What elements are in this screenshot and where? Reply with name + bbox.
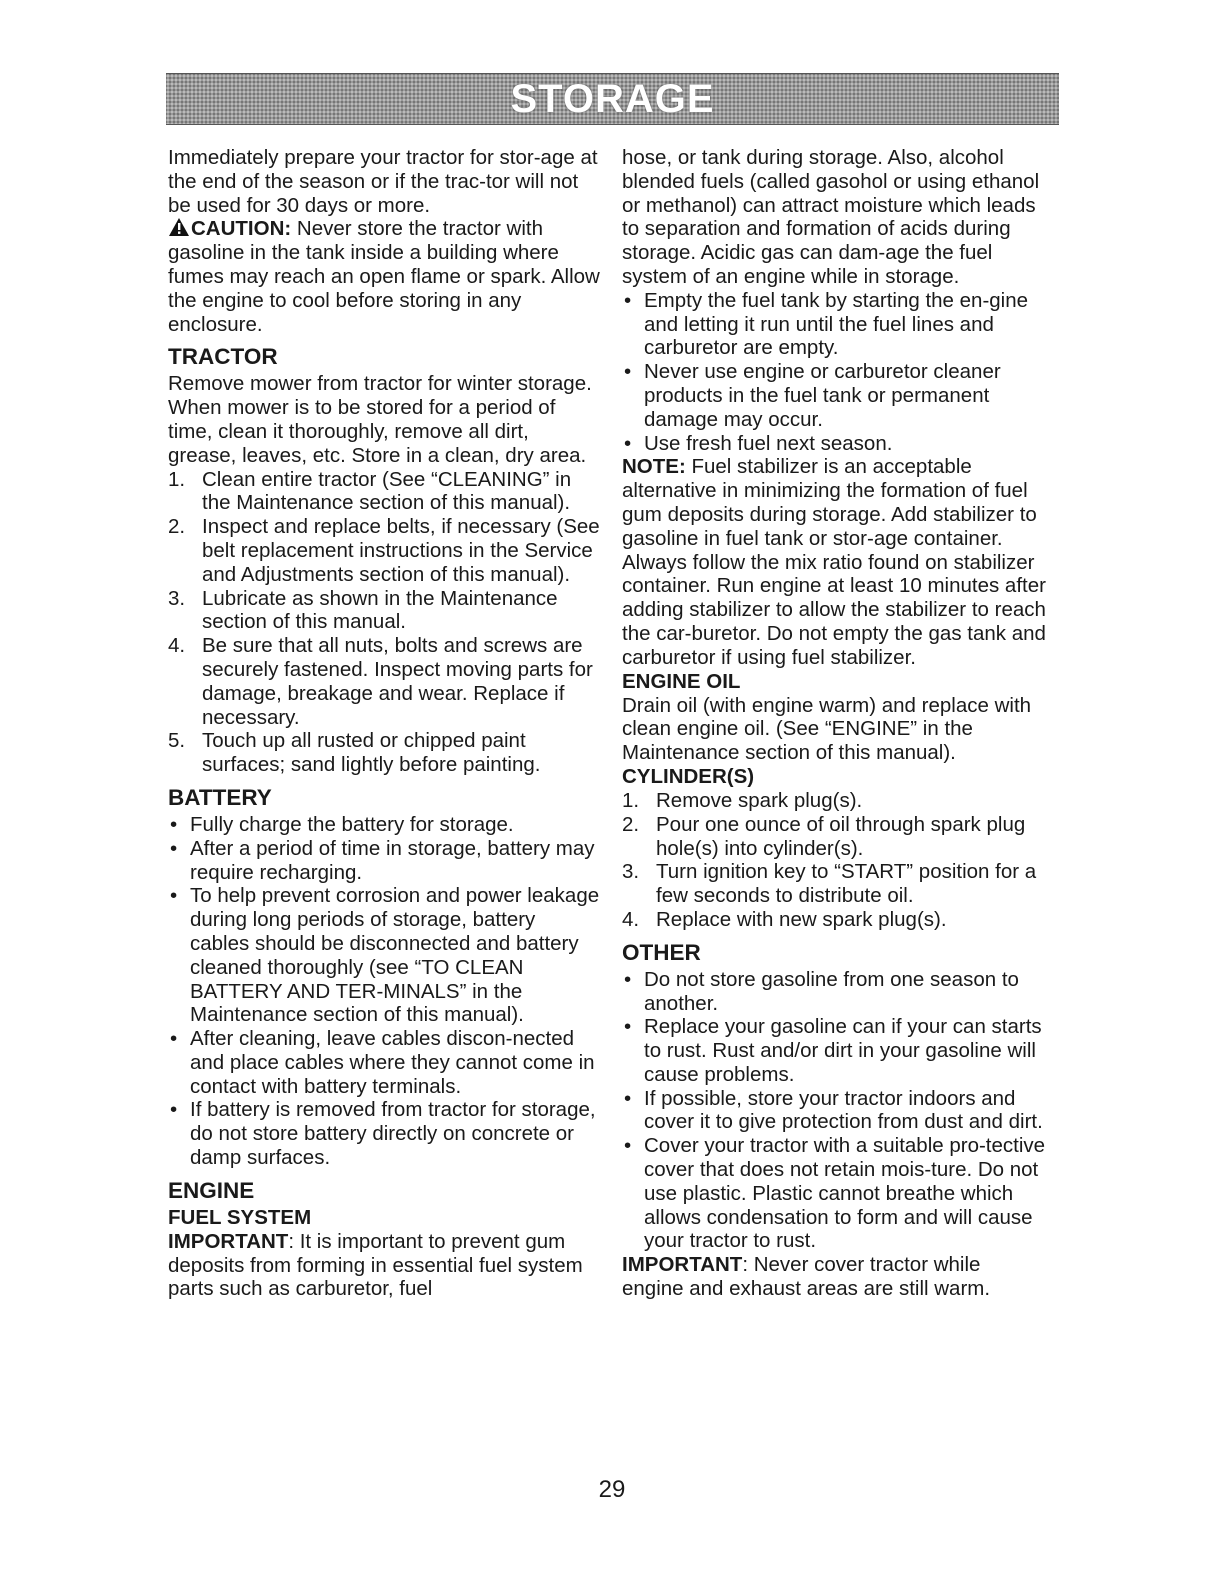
- note-text: Fuel stabilizer is an acceptable alternative in minimizing the formation of fuel gum deposits during storage. Add stabilizer to gasoline in fuel tank or stor-age container. Always follow the mix ratio found on stabilizer container. Run engine at least 10 minutes after adding stabilizer to allow the stabilizer to reach the car-buretor. Do not empty the gas tank and carburetor if using fuel stabilizer.: [622, 455, 1046, 669]
- list-item: [168, 884, 600, 1027]
- other-heading: OTHER: [622, 939, 701, 965]
- bullet-text: After a period of time in storage, battery may require recharging.: [190, 836, 595, 884]
- bullet-icon: •: [624, 1134, 632, 1158]
- bullet-icon: •: [624, 1015, 632, 1039]
- list-item: [622, 1087, 1047, 1135]
- list-item: [622, 789, 1047, 813]
- engine-oil-heading: ENGINE OIL: [622, 669, 741, 693]
- list-item: [622, 860, 1047, 908]
- step-number: 3.: [622, 860, 640, 884]
- step-text: Inspect and replace belts, if necessary (See belt replacement instructions in the Service and Adjustments section of this manual).: [202, 515, 600, 586]
- storage-banner: [166, 73, 1059, 125]
- tractor-heading: TRACTOR: [168, 344, 278, 370]
- list-item: [622, 360, 1047, 431]
- step-number: 4.: [168, 634, 186, 658]
- list-item: [622, 432, 1047, 456]
- battery-heading: BATTERY: [168, 784, 272, 810]
- step-number: 1.: [168, 467, 186, 491]
- fuel-important-paragraph: [168, 1230, 600, 1301]
- note-label: NOTE:: [622, 455, 686, 479]
- page-title: STORAGE: [510, 76, 715, 121]
- step-number: 2.: [168, 515, 186, 539]
- fuel-system-heading: FUEL SYSTEM: [168, 1205, 312, 1229]
- list-item: [622, 289, 1047, 360]
- bullet-text: If battery is removed from tractor for storage, do not store battery directly on concrete or damp surfaces.: [190, 1098, 596, 1170]
- bullet-icon: •: [624, 360, 632, 384]
- tractor-steps: [168, 468, 600, 777]
- step-text: Clean entire tractor (See “CLEANING” in the Maintenance section of this manual).: [202, 467, 572, 515]
- other-list: [622, 968, 1047, 1254]
- step-text: Turn ignition key to “START” position for a few seconds to distribute oil.: [656, 860, 1037, 908]
- bullet-icon: •: [170, 1027, 178, 1051]
- bullet-icon: •: [170, 1098, 178, 1122]
- fuel-list: [622, 289, 1047, 456]
- list-item: [622, 968, 1047, 1016]
- cylinder-steps: [622, 789, 1047, 932]
- cylinders-heading: CYLINDER(S): [622, 764, 755, 788]
- warning-triangle-icon: [168, 217, 190, 237]
- step-text: Lubricate as shown in the Maintenance section of this manual.: [202, 586, 558, 634]
- important-text: : Never cover tractor while engine and exhaust areas are still warm.: [622, 1253, 991, 1301]
- bullet-text: Cover your tractor with a suitable pro-tective cover that does not retain mois-ture. Do not use plastic. Plastic cannot breathe which allows condensation to form and will cause your tractor to rust.: [644, 1134, 1046, 1253]
- bullet-icon: •: [624, 1086, 632, 1110]
- intro-paragraph: Immediately prepare your tractor for stor-age at the end of the season or if the trac-tor will not be used for 30 days or more.: [168, 146, 598, 217]
- bullet-text: Empty the fuel tank by starting the en-gine and letting it run until the fuel lines and carburetor are empty.: [644, 288, 1029, 360]
- bullet-text: Use fresh fuel next season.: [644, 431, 893, 455]
- list-item: [622, 813, 1047, 861]
- list-item: [168, 1098, 600, 1169]
- bullet-icon: •: [624, 431, 632, 455]
- list-item: [622, 1015, 1047, 1086]
- list-item: [168, 1027, 600, 1098]
- bullet-icon: •: [170, 884, 178, 908]
- step-text: Be sure that all nuts, bolts and screws are securely fastened. Inspect moving parts for damage, breakage and wear. Replace if necessary.: [202, 634, 593, 729]
- bullet-text: If possible, store your tractor indoors and cover it to give protection from dust and dirt.: [644, 1086, 1043, 1134]
- bullet-text: After cleaning, leave cables discon-nected and place cables where they cannot come in contact with battery terminals.: [190, 1027, 595, 1098]
- bullet-icon: •: [624, 288, 632, 312]
- bullet-icon: •: [170, 812, 178, 836]
- step-text: Remove spark plug(s).: [656, 788, 863, 812]
- bullet-text: To help prevent corrosion and power leakage during long periods of storage, battery cables should be disconnected and battery cleaned thoroughly (see “TO CLEAN BATTERY AND TER-MINALS” in the Maintenance section of this manual).: [190, 884, 600, 1027]
- step-number: 1.: [622, 788, 640, 812]
- note-paragraph: [622, 455, 1047, 669]
- list-item: [168, 468, 600, 516]
- list-item: [168, 587, 600, 635]
- step-text: Replace with new spark plug(s).: [656, 907, 947, 931]
- step-number: 2.: [622, 812, 640, 836]
- bullet-text: Replace your gasoline can if your can starts to rust. Rust and/or dirt in your gasoline will cause problems.: [644, 1015, 1042, 1086]
- list-item: [168, 729, 600, 777]
- step-number: 3.: [168, 586, 186, 610]
- important-text: : It is important to prevent gum deposits from forming in essential fuel system parts such as carburetor, fuel: [168, 1229, 583, 1301]
- tractor-paragraph: Remove mower from tractor for winter storage. When mower is to be stored for a period of time, clean it thoroughly, remove all dirt, grease, leaves, etc. Store in a clean, dry area.: [168, 372, 592, 467]
- step-number: 4.: [622, 907, 640, 931]
- bullet-icon: •: [170, 836, 178, 860]
- important-label: IMPORTANT: [168, 1229, 289, 1253]
- list-item: [168, 837, 600, 885]
- list-item: [622, 1134, 1047, 1253]
- list-item: [168, 813, 600, 837]
- right-column: [622, 146, 1047, 1301]
- important-label: IMPORTANT: [622, 1253, 743, 1277]
- step-text: Pour one ounce of oil through spark plug hole(s) into cylinder(s).: [656, 812, 1026, 860]
- bullet-icon: •: [624, 967, 632, 991]
- caution-text: Never store the tractor with gasoline in the tank inside a building where fumes may reach an open flame or spark. Allow the engine to cool before storing in any enclosure.: [168, 217, 600, 336]
- bullet-text: Fully charge the battery for storage.: [190, 812, 514, 836]
- step-number: 5.: [168, 729, 186, 753]
- page-number: 29: [598, 1476, 626, 1503]
- caution-label: CAUTION:: [191, 217, 292, 241]
- list-item: [168, 634, 600, 729]
- bullet-text: Do not store gasoline from one season to another.: [644, 967, 1019, 1015]
- list-item: [622, 908, 1047, 932]
- important-paragraph: [622, 1253, 1047, 1301]
- engine-heading: ENGINE: [168, 1177, 255, 1203]
- left-column: [168, 146, 600, 1301]
- battery-list: [168, 813, 600, 1170]
- bullet-text: Never use engine or carburetor cleaner products in the fuel tank or permanent damage may occur.: [644, 360, 1001, 431]
- list-item: [168, 515, 600, 586]
- fuel-continuation-paragraph: hose, or tank during storage. Also, alcohol blended fuels (called gasohol or using ethanol or methanol) can attract moisture which leads to separation and formation of acids during storage. Acidic gas can dam-age the fuel system of an engine while in storage.: [622, 146, 1040, 288]
- engine-oil-paragraph: Drain oil (with engine warm) and replace with clean engine oil. (See “ENGINE” in the Maintenance section of this manual).: [622, 693, 1032, 765]
- caution-paragraph: [168, 217, 600, 336]
- step-text: Touch up all rusted or chipped paint surfaces; sand lightly before painting.: [202, 729, 541, 777]
